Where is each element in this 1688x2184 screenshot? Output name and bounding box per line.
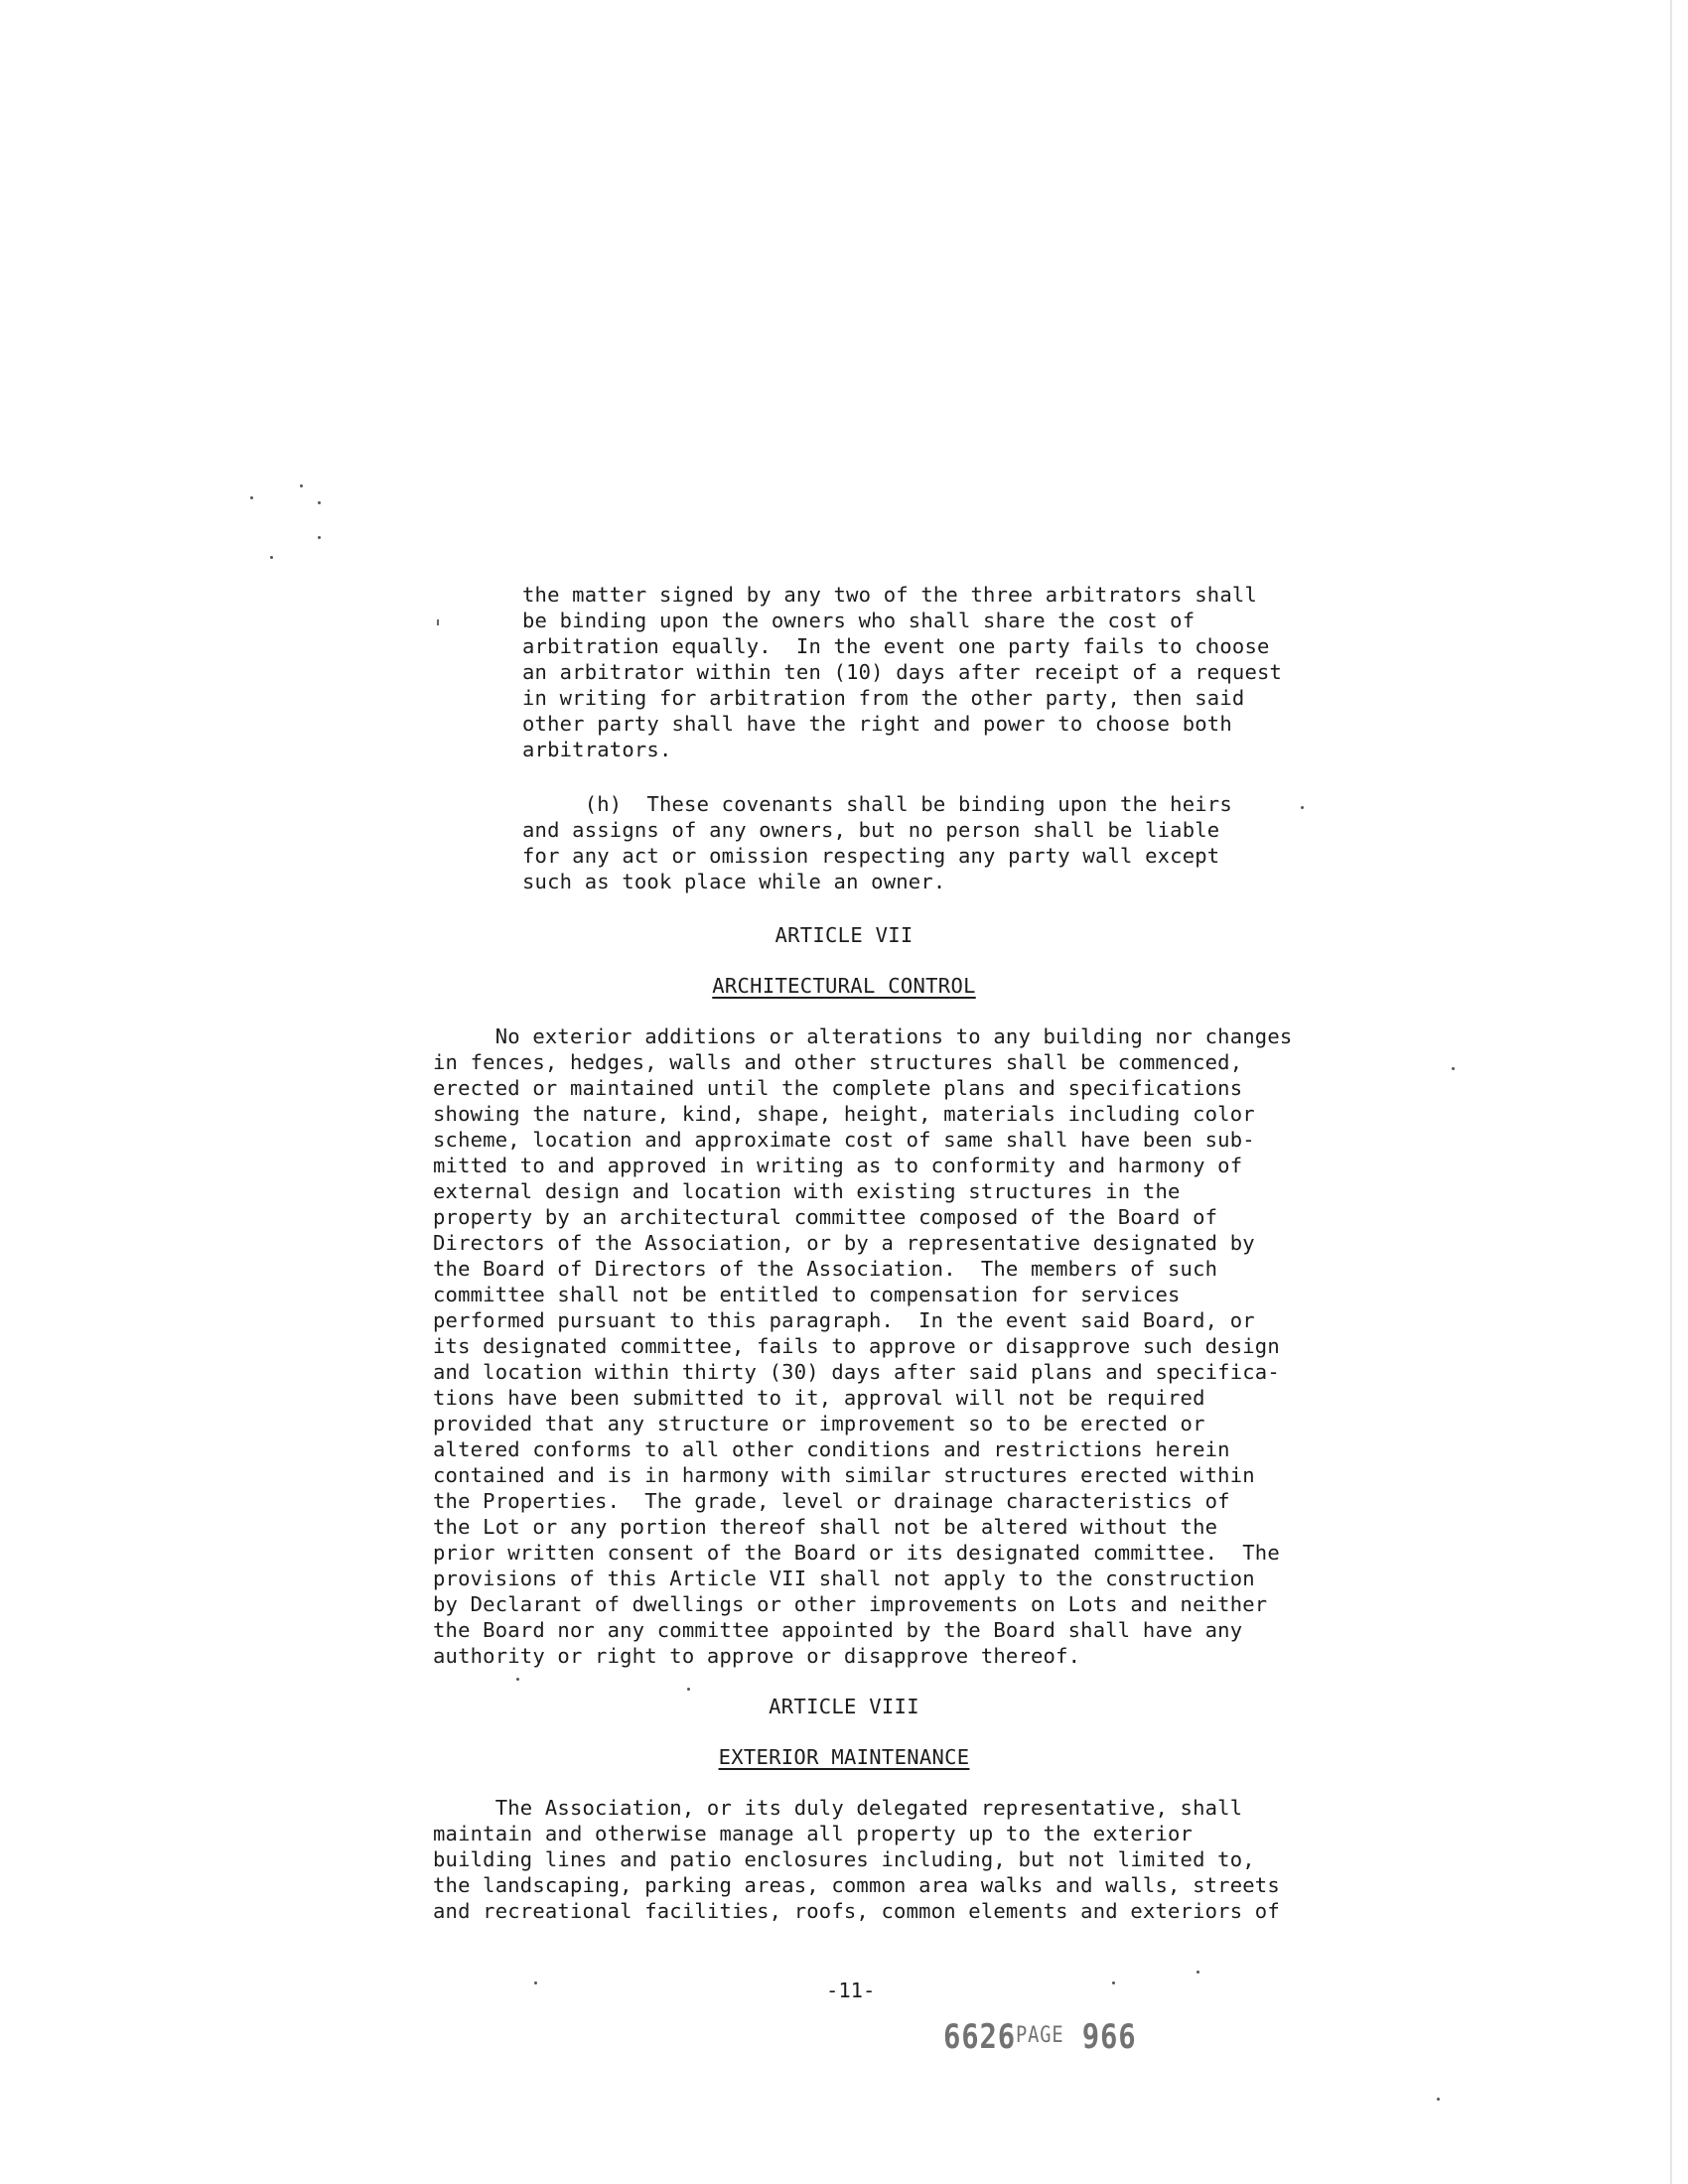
article-vii-heading: ARTICLE VII [774,923,914,947]
scan-speck [1452,1067,1455,1070]
scan-speck [1112,1981,1115,1984]
scan-speck [516,1678,519,1681]
article-vii-body: No exterior additions or alterations to any building nor changes in fences, hedges, walls and other structures shall be commenced, erected or maintained until the complete plans and specifications showing the nature, kind, shape, height, materials including color scheme, location and approximate cost of same shall have been sub- mitted to and approved in writing as to conformity and harmony of external design and location with existing structures in the property by an architectural committee composed of the Board of Directors of the Association, or by a representative designated by the Board of Directors of the Association. The members of such committee shall not be entitled to compensation for services performed pursuant to this paragraph. In the event said Board, or its designated committee, fails to approve or disapprove such design and location within thirty (30) days after said plans and specifica- tions have been submitted to it, approval will not be required provided that any structure or improvement so to be erected or altered conforms to all other conditions and restrictions herein contained and is in harmony with similar structures erected within the Properties. The grade, level or drainage characteristics of the Lot or any portion thereof shall not be altered without the prior written consent of the Board or its designated committee. The provisions of this Article VII shall not apply to the construction by Declarant of dwellings or other improvements on Lots and neither the Board nor any committee appointed by the Board shall have any authority or right to approve or disapprove thereof. [433,1024,1293,1668]
article-viii-title-text: EXTERIOR MAINTENANCE [718,1745,970,1769]
scan-speck [1437,2098,1440,2101]
scan-speck [250,496,253,499]
paragraph-h: (h) These covenants shall be binding upon the heirs and assigns of any owners, but no person shall be liable for any act or omission respecting any party wall except such as took place while an owner. [522,792,1232,893]
article-vii-title [0,973,1688,999]
article-viii-heading: ARTICLE VIII [769,1695,919,1718]
scan-edge [1670,0,1672,2184]
scan-speck [687,1688,690,1691]
recording-stamp [943,2017,1136,2057]
scan-speck [437,619,439,625]
scan-speck [1301,806,1304,809]
paragraph-g-continuation: the matter signed by any two of the three arbitrators shall be binding upon the owners who shall share the cost of arbitration equally. In the event one party fails to choose an arbitrator within ten (10) days after receipt of a request in writing for arbitration from the other party, then said other party shall have the right and power to choose both arbitrators. [522,583,1283,761]
scan-speck [1196,1971,1199,1974]
recording-page-number: 966 [1081,2017,1137,2057]
article-viii-body: The Association, or its duly delegated representative, shall maintain and otherwise manage all property up to the exterior building lines and patio enclosures including, but not limited to, the landscaping, parking areas, common area walks and walls, streets and recreational facilities, roofs, common elements and exteriors of [433,1796,1280,1923]
article-vii-title-text: ARCHITECTURAL CONTROL [712,974,976,998]
scan-speck [534,1981,537,1984]
scan-speck [318,501,321,504]
page-number: -11- [826,1979,876,2002]
scan-speck [318,536,321,539]
book-number: 6626 [943,2017,1017,2057]
scan-speck [300,484,303,487]
page-label: PAGE [1016,2023,1064,2048]
article-viii-title [0,1744,1688,1770]
scan-speck [270,556,273,559]
